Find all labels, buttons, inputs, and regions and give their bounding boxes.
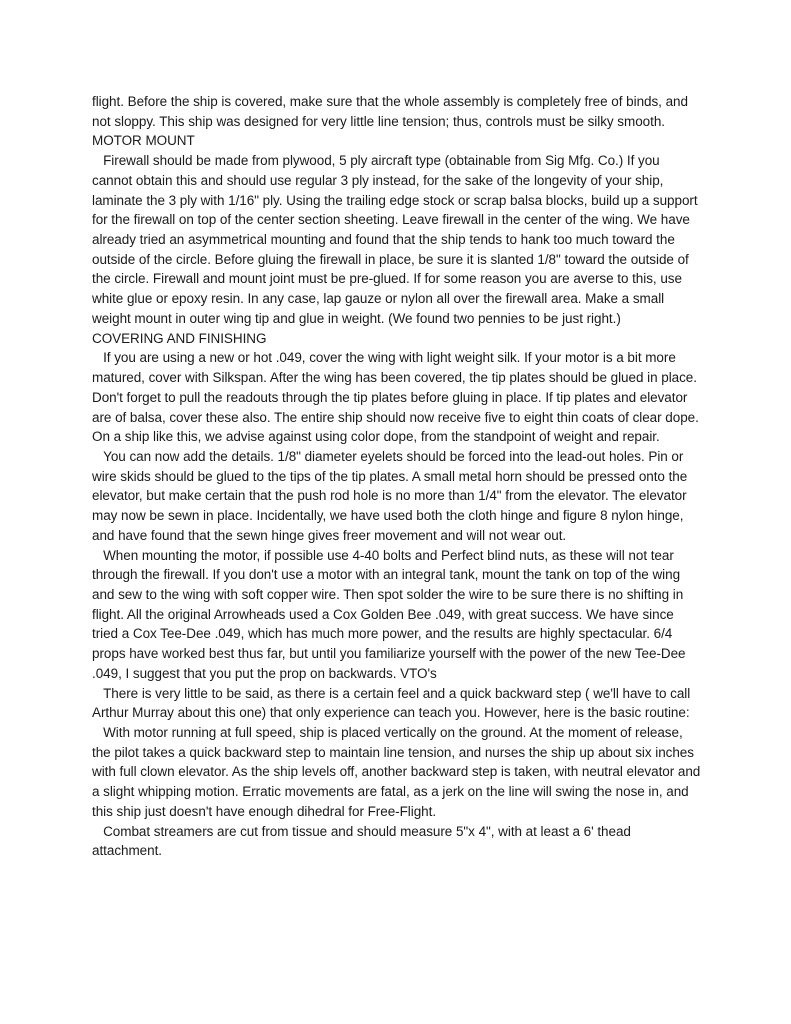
paragraph-motor: When mounting the motor, if possible use 4-40 bolts and Perfect blind nuts, as these will not tear through the firewall. If you don't use a motor with an integral tank, mount the tank on top of the wing and sew to the wing with soft copper wire. Then spot solder the wire to be sure there is no shifting in flight. All the original Arrowheads used a Cox Golden Bee .049, with great success. We have since tried a Cox Tee-Dee .049, which has much more power, and the results are highly spectacular. 6/4 props have worked best thus far, but until you familiarize yourself with the power of the new Tee-Dee .049, I suggest that you put the prop on backwards. VTO's xyxy=(92,547,690,681)
heading-covering-finishing: COVERING AND FINISHING xyxy=(92,330,267,346)
paragraph-streamers: Combat streamers are cut from tissue and should measure 5"x 4", with at least a 6' thead attachment. xyxy=(92,823,635,859)
paragraph-vto: There is very little to be said, as there is a certain feel and a quick backward step ( we'll have to call Arthur Murray about this one) that only experience can teach you. However, here is the basic routine: xyxy=(92,685,694,721)
heading-motor-mount: MOTOR MOUNT xyxy=(92,133,195,149)
paragraph-covering: If you are using a new or hot .049, cover the wing with light weight silk. If your motor is a bit more matured, cover with Silkspan. After the wing has been covered, the tip plates should be glued in place. Don't forget to pull the readouts through the tip plates before gluing in place. If tip plates and elevator are of balsa, cover these also. The entire ship should now receive five to eight thin coats of clear dope. On a ship like this, we advise against using color dope, from the standpoint of weight and repair. xyxy=(92,350,703,445)
paragraph-firewall: Firewall should be made from plywood, 5 ply aircraft type (obtainable from Sig Mfg. Co.) If you cannot obtain this and should use regular 3 ply instead, for the sake of the longevity of your ship, laminate the 3 ply with 1/16" ply. Using the trailing edge stock or scrap balsa blocks, build up a support for the firewall on top of the center section sheeting. Leave firewall in the center of the wing. We have already tried an asymmetrical mounting and found that the ship tends to hank too much toward the outside of the circle. Before gluing the firewall in place, be sure it is slanted 1/8" toward the outside of the circle. Firewall and mount joint must be pre-glued. If for some reason you are averse to this, use white glue or epoxy resin. In any case, lap gauze or nylon all over the firewall area. Make a small weight mount in outer wing tip and glue in weight. (We found two pennies to be just right.) xyxy=(92,153,702,326)
paragraph-continuation: flight. Before the ship is covered, make sure that the whole assembly is completely free of binds, and not sloppy. This ship was designed for very little line tension; thus, controls must be silky smooth. xyxy=(92,94,692,129)
paragraph-routine: With motor running at full speed, ship is placed vertically on the ground. At the moment of release, the pilot takes a quick backward step to maintain line tension, and nurses the ship up about six inches with full clown elevator. As the ship levels off, another backward step is taken, with neutral elevator and a slight whipping motion. Erratic movements are fatal, as a jerk on the line will swing the nose in, and this ship just doesn't have enough dihedral for Free-Flight. xyxy=(92,725,704,819)
paragraph-details: You can now add the details. 1/8" diameter eyelets should be forced into the lead-out holes. Pin or wire skids should be glued to the tips of the tip plates. A small metal horn should be pressed onto the elevator, but make certain that the push rod hole is no more than 1/4" from the elevator. The elevator may now be sewn in place. Incidentally, we have used both the cloth hinge and figure 8 nylon hinge, and have found that the sewn hinge gives freer movement and will not wear out. xyxy=(92,448,691,543)
body-text xyxy=(92,92,702,861)
